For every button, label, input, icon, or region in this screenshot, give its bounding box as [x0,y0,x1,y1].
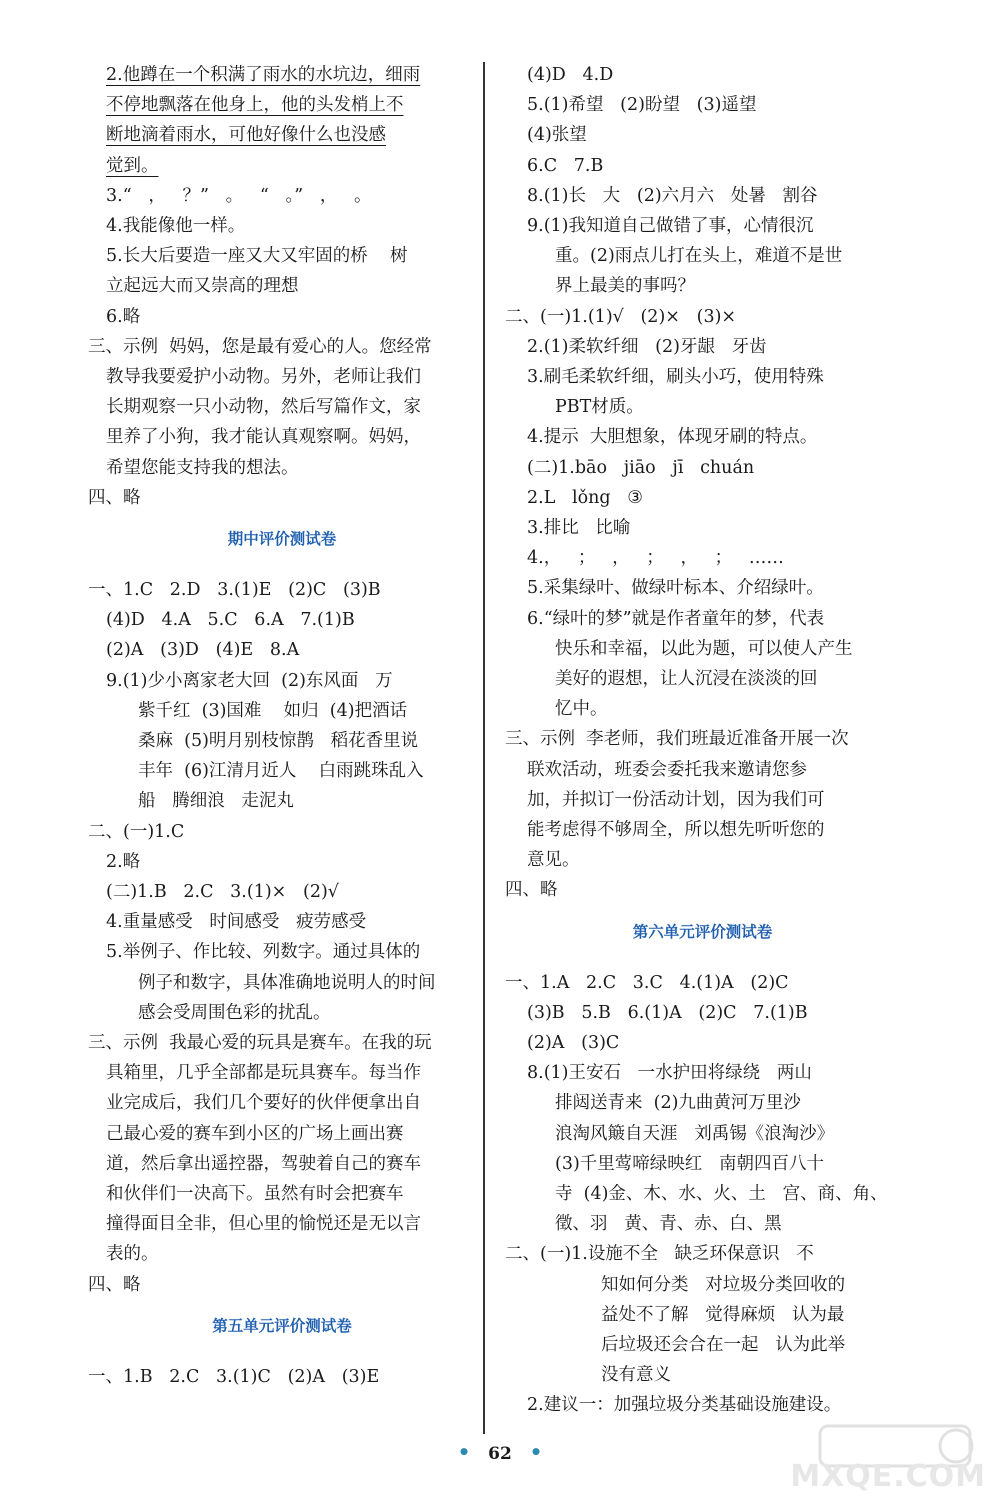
answer-line: (4)D 4.D [527,65,614,85]
answer-line: 立起远大而又崇高的理想 [106,276,299,297]
answer-line: 5.采集绿叶、做绿叶标本、介绍绿叶。 [527,578,824,599]
answer-line: 断地滴着雨水，可他好像什么也没感 [106,125,386,146]
answer-line: 2.建议一：加强垃圾分类基础设施建设。 [527,1395,842,1416]
answer-line: 没有意义 [601,1365,671,1386]
answer-line: 8.(1)王安石 一水护田将绿绕 两山 [527,1063,812,1084]
answer-line: 紫千红 (3)国难 如归 (4)把酒话 [138,700,408,721]
answer-line: 和伙伴们一决高下。虽然有时会把赛车 [106,1184,404,1204]
answer-line: 三、示例 李老师，我们班最近准备开展一次 [505,729,849,750]
answer-line: 3.“ ， ？” 。 “ 。” ， 。 [106,185,372,206]
answer-line: 能考虑得不够周全，所以想先听听您的 [527,820,825,840]
answer-line: 意见。 [527,850,580,871]
answer-line: 丰年 (6)江清月近人 白雨跳珠乱入 [138,761,424,782]
answer-line: (3)千里莺啼绿映红 南朝四百八十 [555,1153,824,1174]
answer-line: 2.他蹲在一个积满了雨水的水坑边，细雨 [106,65,421,85]
answer-line: 3.刷毛柔软纤细，刷头小巧，使用特殊 [527,367,824,387]
answer-line: 船 腾细浪 走泥丸 [138,791,294,812]
answer-line: 道，然后拿出遥控器，驾驶着自己的赛车 [106,1153,421,1174]
answer-line: 业完成后，我们几个要好的伙伴便拿出自 [106,1093,421,1114]
answer-line: 联欢活动，班委会委托我来邀请您参 [527,759,807,780]
answer-line: 四、略 [88,487,141,508]
answer-line: 二、(一)1.C [88,821,185,842]
answer-line: 8.(1)长 大 (2)六月六 处暑 割谷 [527,185,818,206]
answer-line: (4)D 4.A 5.C 6.A 7.(1)B [106,610,355,631]
answer-line: 二、(一)1.(1)√ (2)× (3)× [505,306,737,327]
watermark-logo [790,1422,986,1494]
answer-line: (二)1.bāo jiāo jī chuán [527,457,755,478]
answer-line: 重。(2)雨点儿打在头上，难道不是世 [555,246,843,267]
answer-line: 益处不了解 觉得麻烦 认为最 [601,1304,845,1325]
answer-line: 9.(1)我知道自己做错了事，心情很沉 [527,216,814,236]
page-number-text: 62 [488,1444,512,1464]
section-heading: 第六单元评价测试卷 [632,922,773,941]
answer-line: 加，并拟订一份活动计划，因为我们可 [527,789,825,810]
answer-line: 忆中。 [555,699,608,720]
answer-line: 里养了小狗，我才能认真观察啊。妈妈， [106,427,421,448]
answer-line: 9.(1)少小离家老大回 (2)东风面 万 [106,670,393,691]
answer-line: 长期观察一只小动物，然后写篇作文，家 [106,397,421,418]
answer-line: (二)1.B 2.C 3.(1)× (2)√ [106,882,339,902]
answer-line: 己最心爱的赛车到小区的广场上画出赛 [106,1123,404,1144]
answer-line: 4.提示 大胆想象，体现牙刷的特点。 [527,427,818,448]
answer-line: 5.举例子、作比较、列数字。通过具体的 [106,942,421,963]
answer-line: (3)B 5.B 6.(1)A (2)C 7.(1)B [527,1002,808,1023]
answer-line: 徵、羽 黄、青、赤、白、黑 [555,1214,782,1235]
page-dot-right: • [529,1440,543,1464]
section-heading: 期中评价测试卷 [227,530,337,548]
answer-line: 四、略 [88,1274,141,1295]
answer-line: 表的。 [106,1244,159,1265]
page-dot-left: • [457,1440,471,1464]
answer-line: 浪淘风簸自天涯 刘禹锡《浪淘沙》 [555,1123,835,1144]
answer-line: 例子和数字，具体准确地说明人的时间 [138,972,436,993]
answer-line: 6.略 [106,306,141,327]
answer-line: 知如何分类 对垃圾分类回收的 [601,1274,846,1295]
answer-line: 6.C 7.B [527,155,604,176]
answer-line: 美好的遐想，让人沉浸在淡淡的回 [555,669,818,689]
answer-line: (4)张望 [527,125,587,146]
answer-line: 三、示例 妈妈，您是最有爱心的人。您经常 [88,336,432,357]
answer-line: 一、1.A 2.C 3.C 4.(1)A (2)C [505,972,789,993]
answer-line: 撞得面目全非，但心里的愉悦还是无以言 [106,1214,421,1235]
answer-line: 快乐和幸福，以此为题，可以使人产生 [555,638,853,659]
answer-line: 三、示例 我最心爱的玩具是赛车。在我的玩 [88,1033,432,1053]
answer-line: 界上最美的事吗？ [555,276,695,297]
answer-line: 2.(1)柔软纤细 (2)牙龈 牙齿 [527,336,767,357]
answer-line: 5.(1)希望 (2)盼望 (3)遥望 [527,95,757,116]
answer-line: 3.排比 比喻 [527,518,631,538]
answer-line: 4.重量感受 时间感受 疲劳感受 [106,912,367,933]
answer-line: 不停地飘落在他身上，他的头发梢上不 [106,95,404,116]
answer-line: 希望您能支持我的想法。 [106,457,299,478]
answer-line: 排闼送青来 (2)九曲黄河万里沙 [555,1093,801,1114]
answer-line: 4.， ； ， ； ， ； …… [527,548,784,569]
answer-line: 寺 (4)金、木、水、火、土 宫、商、角、 [555,1184,888,1204]
watermark-text: MXQE.COM [790,1459,986,1494]
answer-line: (2)A (3)D (4)E 8.A [106,640,300,661]
answer-line: 2.L lǒng ③ [527,487,643,508]
answer-line: PBT材质。 [555,397,644,418]
column-divider [483,62,485,1434]
answer-line: 5.长大后要造一座又大又牢固的桥 树 [106,246,408,267]
answer-line: (2)A (3)C [527,1033,620,1053]
answer-line: 觉到。 [106,155,159,176]
answer-line: 具箱里，几乎全部都是玩具赛车。每当作 [106,1063,421,1084]
answer-line: 教导我要爱护小动物。另外，老师让我们 [106,367,421,387]
answer-line: 桑麻 (5)明月别枝惊鹊 稻花香里说 [138,731,419,751]
answer-line: 4.我能像他一样。 [106,216,246,236]
answer-line: 四、略 [505,880,558,901]
answer-line: 后垃圾还会合在一起 认为此举 [601,1335,846,1355]
answer-line: 2.略 [106,851,141,872]
answer-line: 感会受周围色彩的扰乱。 [138,1002,331,1023]
answer-line: 一、1.C 2.D 3.(1)E (2)C (3)B [88,580,381,600]
section-heading: 第五单元评价测试卷 [212,1316,352,1335]
answer-line: 一、1.B 2.C 3.(1)C (2)A (3)E [88,1366,380,1387]
answer-line: 二、(一)1.设施不全 缺乏环保意识 不 [505,1244,814,1265]
answer-line: 6.“绿叶的梦”就是作者童年的梦，代表 [527,608,825,629]
